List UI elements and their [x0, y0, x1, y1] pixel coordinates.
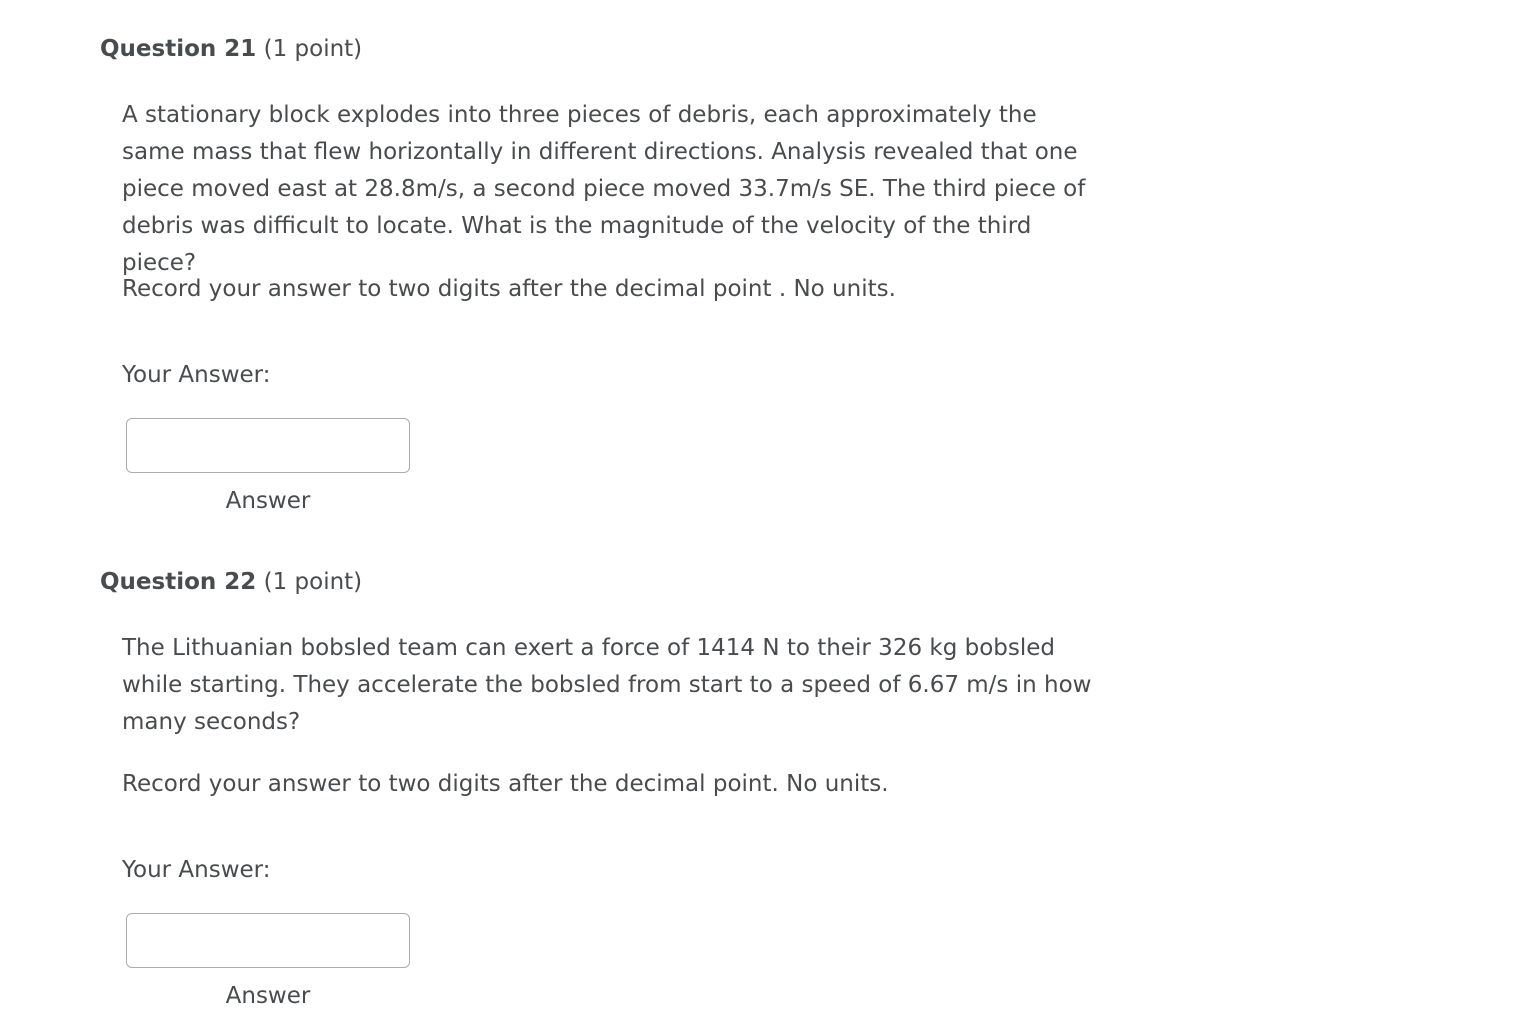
- answer-caption: Answer: [225, 983, 311, 1009]
- question-heading: [100, 567, 362, 597]
- answer-caption: Answer: [225, 488, 311, 514]
- your-answer-label: Your Answer:: [122, 857, 271, 883]
- question-text: The Lithuanian bobsled team can exert a force of 1414 N to their 326 kg bobsled while starting. They accelerate the bobsled from start to a speed of 6.67 m/s in how many seconds?: [122, 635, 1092, 735]
- question-points: (1 point): [263, 569, 363, 595]
- answer-input[interactable]: [126, 913, 410, 968]
- question-number: Question 22: [100, 569, 257, 595]
- your-answer-label: Your Answer:: [122, 362, 271, 388]
- question-instruction: Record your answer to two digits after the decimal point . No units.: [122, 276, 896, 302]
- question-instruction: Record your answer to two digits after the decimal point. No units.: [122, 771, 889, 797]
- question-points: (1 point): [263, 36, 363, 62]
- answer-input[interactable]: [126, 418, 410, 473]
- question-number: Question 21: [100, 36, 257, 62]
- question-text: A stationary block explodes into three pieces of debris, each approximately the same mass that flew horizontally in different directions. Analysis revealed that one piece moved east at 28.8m/s, a second piece moved 33.7m/s SE. The third piece of debris was difficult to locate. What is the magnitude of the velocity of the third piece?: [122, 102, 1086, 276]
- question-heading: [100, 34, 362, 64]
